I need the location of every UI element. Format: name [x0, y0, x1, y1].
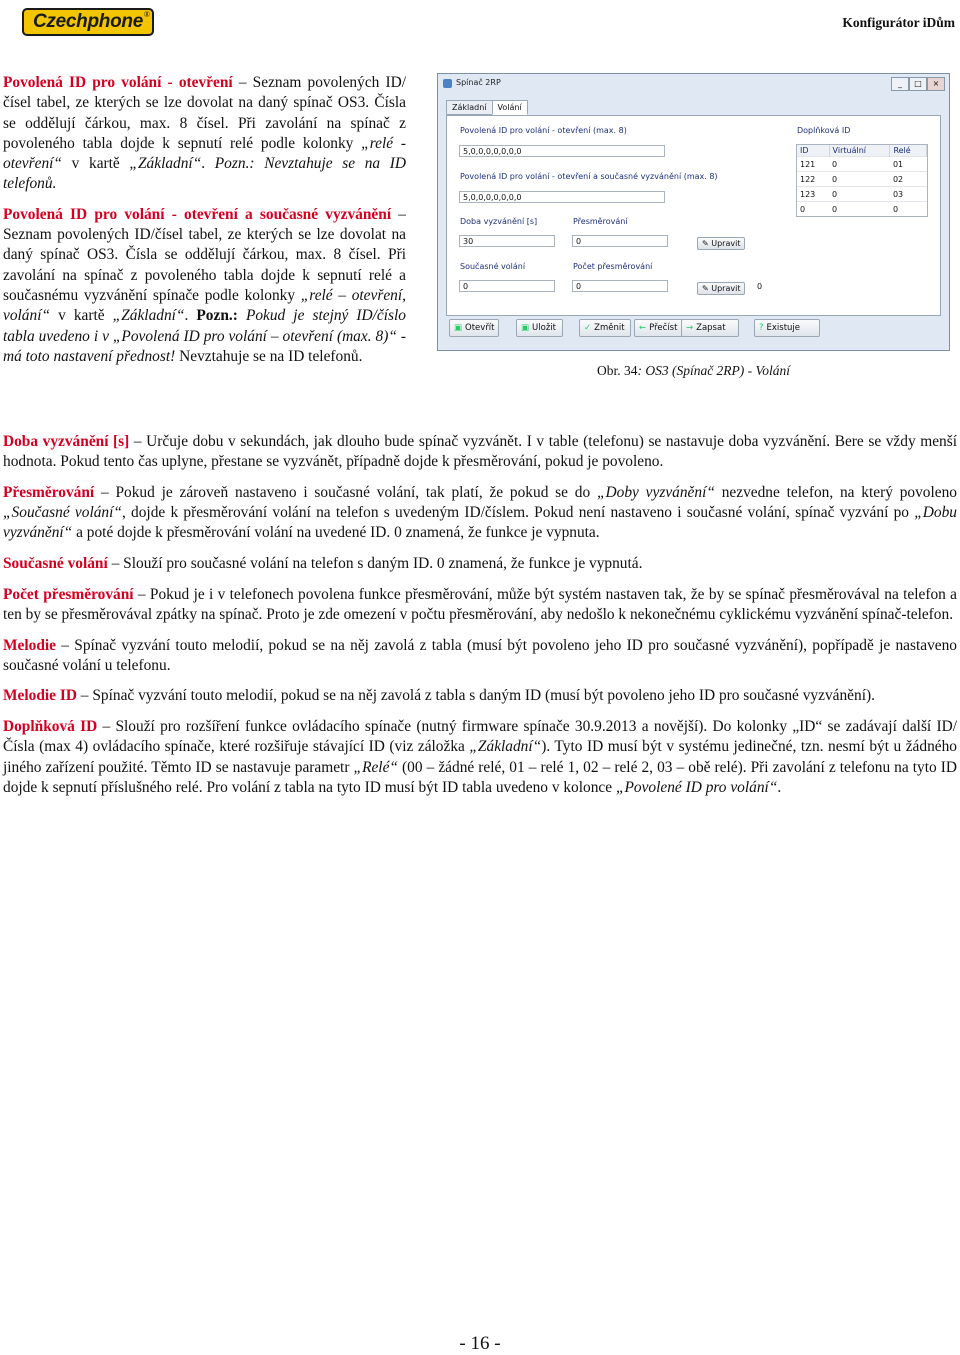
italic: „Základní“ — [469, 738, 542, 756]
caption-number: Obr. 34 — [596, 363, 638, 378]
save-icon: ▣ — [521, 323, 530, 333]
button-label: Otevřít — [465, 323, 495, 333]
logo-text: Czechphone — [33, 11, 143, 32]
button-label: Změnit — [594, 323, 625, 333]
text: . — [201, 155, 215, 173]
note-label: Pozn. — [196, 307, 233, 325]
term: Povolená ID pro volání - otevření — [3, 74, 233, 91]
text: . — [184, 307, 197, 325]
save-button[interactable] — [516, 319, 563, 337]
cell[interactable]: 0 — [829, 187, 890, 202]
cell[interactable]: 0 — [829, 172, 890, 187]
label-extra-ids: Doplňková ID — [797, 126, 851, 135]
text: – Určuje dobu v sekundách, jak dlouho bude spínač vyzvánět. I v table (telefonu) se nastavuje doba vyzvánění. Bere se vždy menší hodnota. Pokud tento čas uplyne, přestane se vyzvánět, případně dojde k přesměrování, pokud je povoleno. — [3, 433, 957, 471]
dash: – — [391, 205, 406, 223]
text: – Spínač vyzvání touto melodií, pokud se na něj zavolá z tabla s daným ID (musí být povoleno jeho ID pro současné vyzvánění). — [76, 687, 875, 705]
ring-time-input[interactable]: 30 — [459, 235, 555, 247]
button-label: Uložit — [532, 323, 556, 333]
text: – Pokud je i v telefonech povolena funkce přesměrování, může být systém nastaven tak, že by se spínač přesměrovával na telefon a ten by se přesměrovával zpátky na spínač. Proto je zde omezení v počtu přesměrování, aby nedošlo k nekonečnému cyklickému vyzvánění spínač-telefon. — [3, 585, 957, 623]
text: Seznam povolených ID/čísel tabel, ze kterých se lze dovolat na daný spínač OS3. Čísla se oddělují čárkou, max. 8 čísel. Při zavolání na spínač z povoleného tabla dojde k sepnutí relé a současnému vyzvánění spínače podle kolonky — [3, 226, 406, 304]
logo-mark: ® — [143, 10, 150, 19]
italic: „Dobu vyzvánění“ — [3, 504, 957, 542]
cell[interactable]: 0 — [890, 202, 927, 217]
melody-id-value[interactable]: 0 — [753, 280, 793, 292]
redirect-count-input[interactable]: 0 — [572, 280, 668, 292]
close-button[interactable]: × — [927, 77, 945, 91]
button-label: Existuje — [766, 323, 801, 333]
window-title: Spínač 2RP — [456, 78, 501, 87]
text: , dojde k přesměrování volání na telefon s uvedeným ID/číslem. Pokud není nastaveno i současné volání, spínač vyzvání po — [121, 504, 915, 522]
italic: : Nevztahuje se na ID telefonů. — [3, 155, 407, 193]
paragraph-ring-time — [3, 432, 957, 473]
italic: „Doby vyzvánění“ — [596, 483, 715, 501]
text: – Slouží pro současné volání na telefon s daným ID. 0 znamená, že funkce je vypnutá. — [107, 555, 643, 573]
text: Nevztahuje se na ID telefonů. — [175, 347, 363, 365]
grid-header-rele: Relé — [890, 145, 927, 157]
button-label: Zapsat — [696, 323, 726, 333]
italic: „Povolené ID pro volání“ — [615, 778, 778, 796]
edit-button-1[interactable] — [697, 237, 745, 250]
edit-label: Upravit — [711, 284, 741, 293]
maximize-button[interactable]: □ — [909, 77, 927, 91]
header-title: Konfigurátor iDům — [842, 15, 955, 30]
read-icon: ← — [639, 323, 647, 333]
label-open-ring-ids: Povolená ID pro volání - otevření a současné vyzvánění (max. 8) — [460, 172, 718, 181]
write-button[interactable] — [681, 319, 739, 337]
text: (00 – žádné relé, 01 – relé 1, 02 – relé 2, 03 – obě relé). Při zavolání z telefonu na tyto ID dojde k sepnutí příslušného relé. Pro volání z tabla na tyto ID musí být ID tabla uvedeno v kolonce — [3, 758, 958, 796]
edit-icon: ✎ — [702, 284, 712, 293]
cell[interactable]: 0 — [797, 202, 829, 217]
paragraph-open-ring-ids — [3, 205, 406, 367]
text: ). Tyto ID musí být v systému jedinečné, tzn. nesmí být u žádného jiného zařízení použité. Těmto ID se nastavuje parametr — [3, 738, 957, 776]
caption-text: : OS3 (Spínač 2RP) - Volání — [637, 363, 791, 378]
table-row[interactable] — [797, 187, 927, 202]
cell[interactable]: 03 — [890, 187, 927, 202]
term: Doplňková ID — [3, 718, 98, 736]
text: v kartě — [62, 155, 130, 173]
label-ring-time: Doba vyzvánění [s] — [460, 217, 538, 226]
cell[interactable]: 121 — [797, 157, 829, 172]
exists-button[interactable] — [754, 319, 820, 337]
cell[interactable]: 02 — [890, 172, 927, 187]
main-text — [3, 432, 957, 809]
write-icon: → — [686, 323, 694, 333]
left-column — [3, 73, 406, 377]
table-row[interactable] — [797, 157, 927, 172]
czechphone-logo — [22, 8, 154, 36]
text: – Pokud je zároveň nastaveno i současné volání, tak platí, že pokud se do — [94, 483, 597, 501]
text: nezvedne telefon, na který povoleno — [714, 483, 958, 501]
italic: „Současné volání“ — [3, 504, 122, 522]
cell[interactable]: 0 — [829, 202, 890, 217]
figure-window-spinac — [437, 73, 950, 351]
app-icon — [443, 79, 452, 88]
paragraph-melody — [3, 636, 957, 677]
term: Melodie — [3, 636, 56, 654]
note-label: Pozn. — [214, 155, 250, 173]
italic: „relé – otevření, volání“ — [3, 286, 406, 325]
label-redirect-count: Počet přesměrování — [573, 262, 653, 271]
open-ids-input[interactable]: 5,0,0,0,0,0,0,0 — [459, 145, 665, 157]
term: Doba vyzvánění [s] — [3, 433, 130, 450]
text: a poté dojde k přesměrování volání na uvedené ID. 0 znamená, že funkce je vypnuta. — [72, 524, 600, 542]
extra-ids-grid — [796, 144, 928, 217]
tab-panel-volani — [446, 115, 941, 316]
table-row[interactable] — [797, 172, 927, 187]
text: – Slouží pro rozšíření funkce ovládacího spínače (nutný firmware spínače 30.9.2013 a novější). Do kolonky „ID“ se zadávají další ID/Čísla (max 4) ovládacího spínače, které rozšiřuje stávající ID (viz záložka — [3, 718, 957, 756]
page-number: - 16 - — [459, 1333, 501, 1354]
change-button[interactable] — [579, 319, 631, 337]
term: Počet přesměrování — [3, 585, 134, 603]
text: – Spínač vyzvání touto melodií, pokud se na něj zavolá z tabla (musí být povoleno jeho ID pro současné vyzvánění), popřípadě je nastaveno současné volání u telefonu. — [3, 636, 957, 674]
italic: „Relé“ — [353, 758, 398, 776]
open-icon: ▣ — [454, 323, 463, 333]
label-open-ids: Povolená ID pro volání - otevření (max. 8) — [460, 126, 627, 135]
term: Současné volání — [3, 555, 108, 573]
open-ring-ids-input[interactable]: 5,0,0,0,0,0,0,0 — [459, 191, 665, 203]
term: Přesměrování — [3, 483, 95, 501]
edit-icon: ✎ — [702, 239, 712, 248]
dash: – — [232, 74, 253, 91]
table-row[interactable] — [797, 202, 927, 217]
cell[interactable]: 0 — [829, 157, 890, 172]
colon: : — [232, 307, 246, 325]
minimize-button[interactable]: _ — [891, 77, 909, 91]
text: . — [777, 778, 782, 796]
italic: „relé - otevření“ — [3, 134, 406, 173]
paragraph-open-ids — [3, 73, 406, 195]
paragraph-simultaneous — [3, 554, 957, 574]
paragraph-melody-id — [3, 686, 957, 706]
grid-header-virtual: Virtuální — [829, 145, 890, 157]
tab-zakladni[interactable]: Základní — [446, 100, 493, 115]
cell[interactable]: 123 — [797, 187, 829, 202]
open-button[interactable] — [449, 319, 499, 337]
exists-icon: ? — [759, 323, 764, 333]
window-titlebar — [438, 74, 949, 92]
paragraph-extra-ids — [3, 717, 957, 798]
redirect-input[interactable]: 0 — [572, 235, 668, 247]
cell[interactable]: 122 — [797, 172, 829, 187]
term: Melodie ID — [3, 687, 77, 705]
grid-header-id: ID — [797, 145, 829, 157]
change-icon: ✓ — [584, 323, 592, 333]
text: Seznam povolených ID/čísel tabel, ze kterých se lze dovolat na daný spínač OS3. Čísla se oddělují čárkou, max. 8 čísel. Při zavolání na spínač z povoleného tabla dojde k sepnutí relé podle kolonky — [3, 74, 407, 152]
italic: Pokud je stejný ID/číslo tabla uvedeno i v „Povolená ID pro volání – otevření (max. 8)“ - má toto nastavení přednost! — [3, 307, 407, 365]
paragraph-redirect — [3, 483, 957, 544]
tab-strip — [446, 100, 527, 115]
tab-volani[interactable]: Volání — [492, 100, 528, 115]
text: v kartě — [50, 307, 113, 325]
italic: „Základní“ — [129, 155, 202, 173]
label-simultaneous: Současné volání — [460, 262, 526, 271]
edit-label: Upravit — [711, 239, 741, 248]
button-label: Přečíst — [649, 323, 678, 333]
paragraph-redirect-count — [3, 585, 957, 626]
edit-button-2[interactable] — [697, 282, 745, 295]
term: Povolená ID pro volání - otevření a současné vyzvánění — [3, 205, 392, 223]
italic: „Základní“ — [112, 307, 185, 325]
cell[interactable]: 01 — [890, 157, 927, 172]
figure-caption — [437, 363, 950, 379]
label-redirect: Přesměrování — [573, 217, 628, 226]
simultaneous-input[interactable]: 0 — [459, 280, 555, 292]
